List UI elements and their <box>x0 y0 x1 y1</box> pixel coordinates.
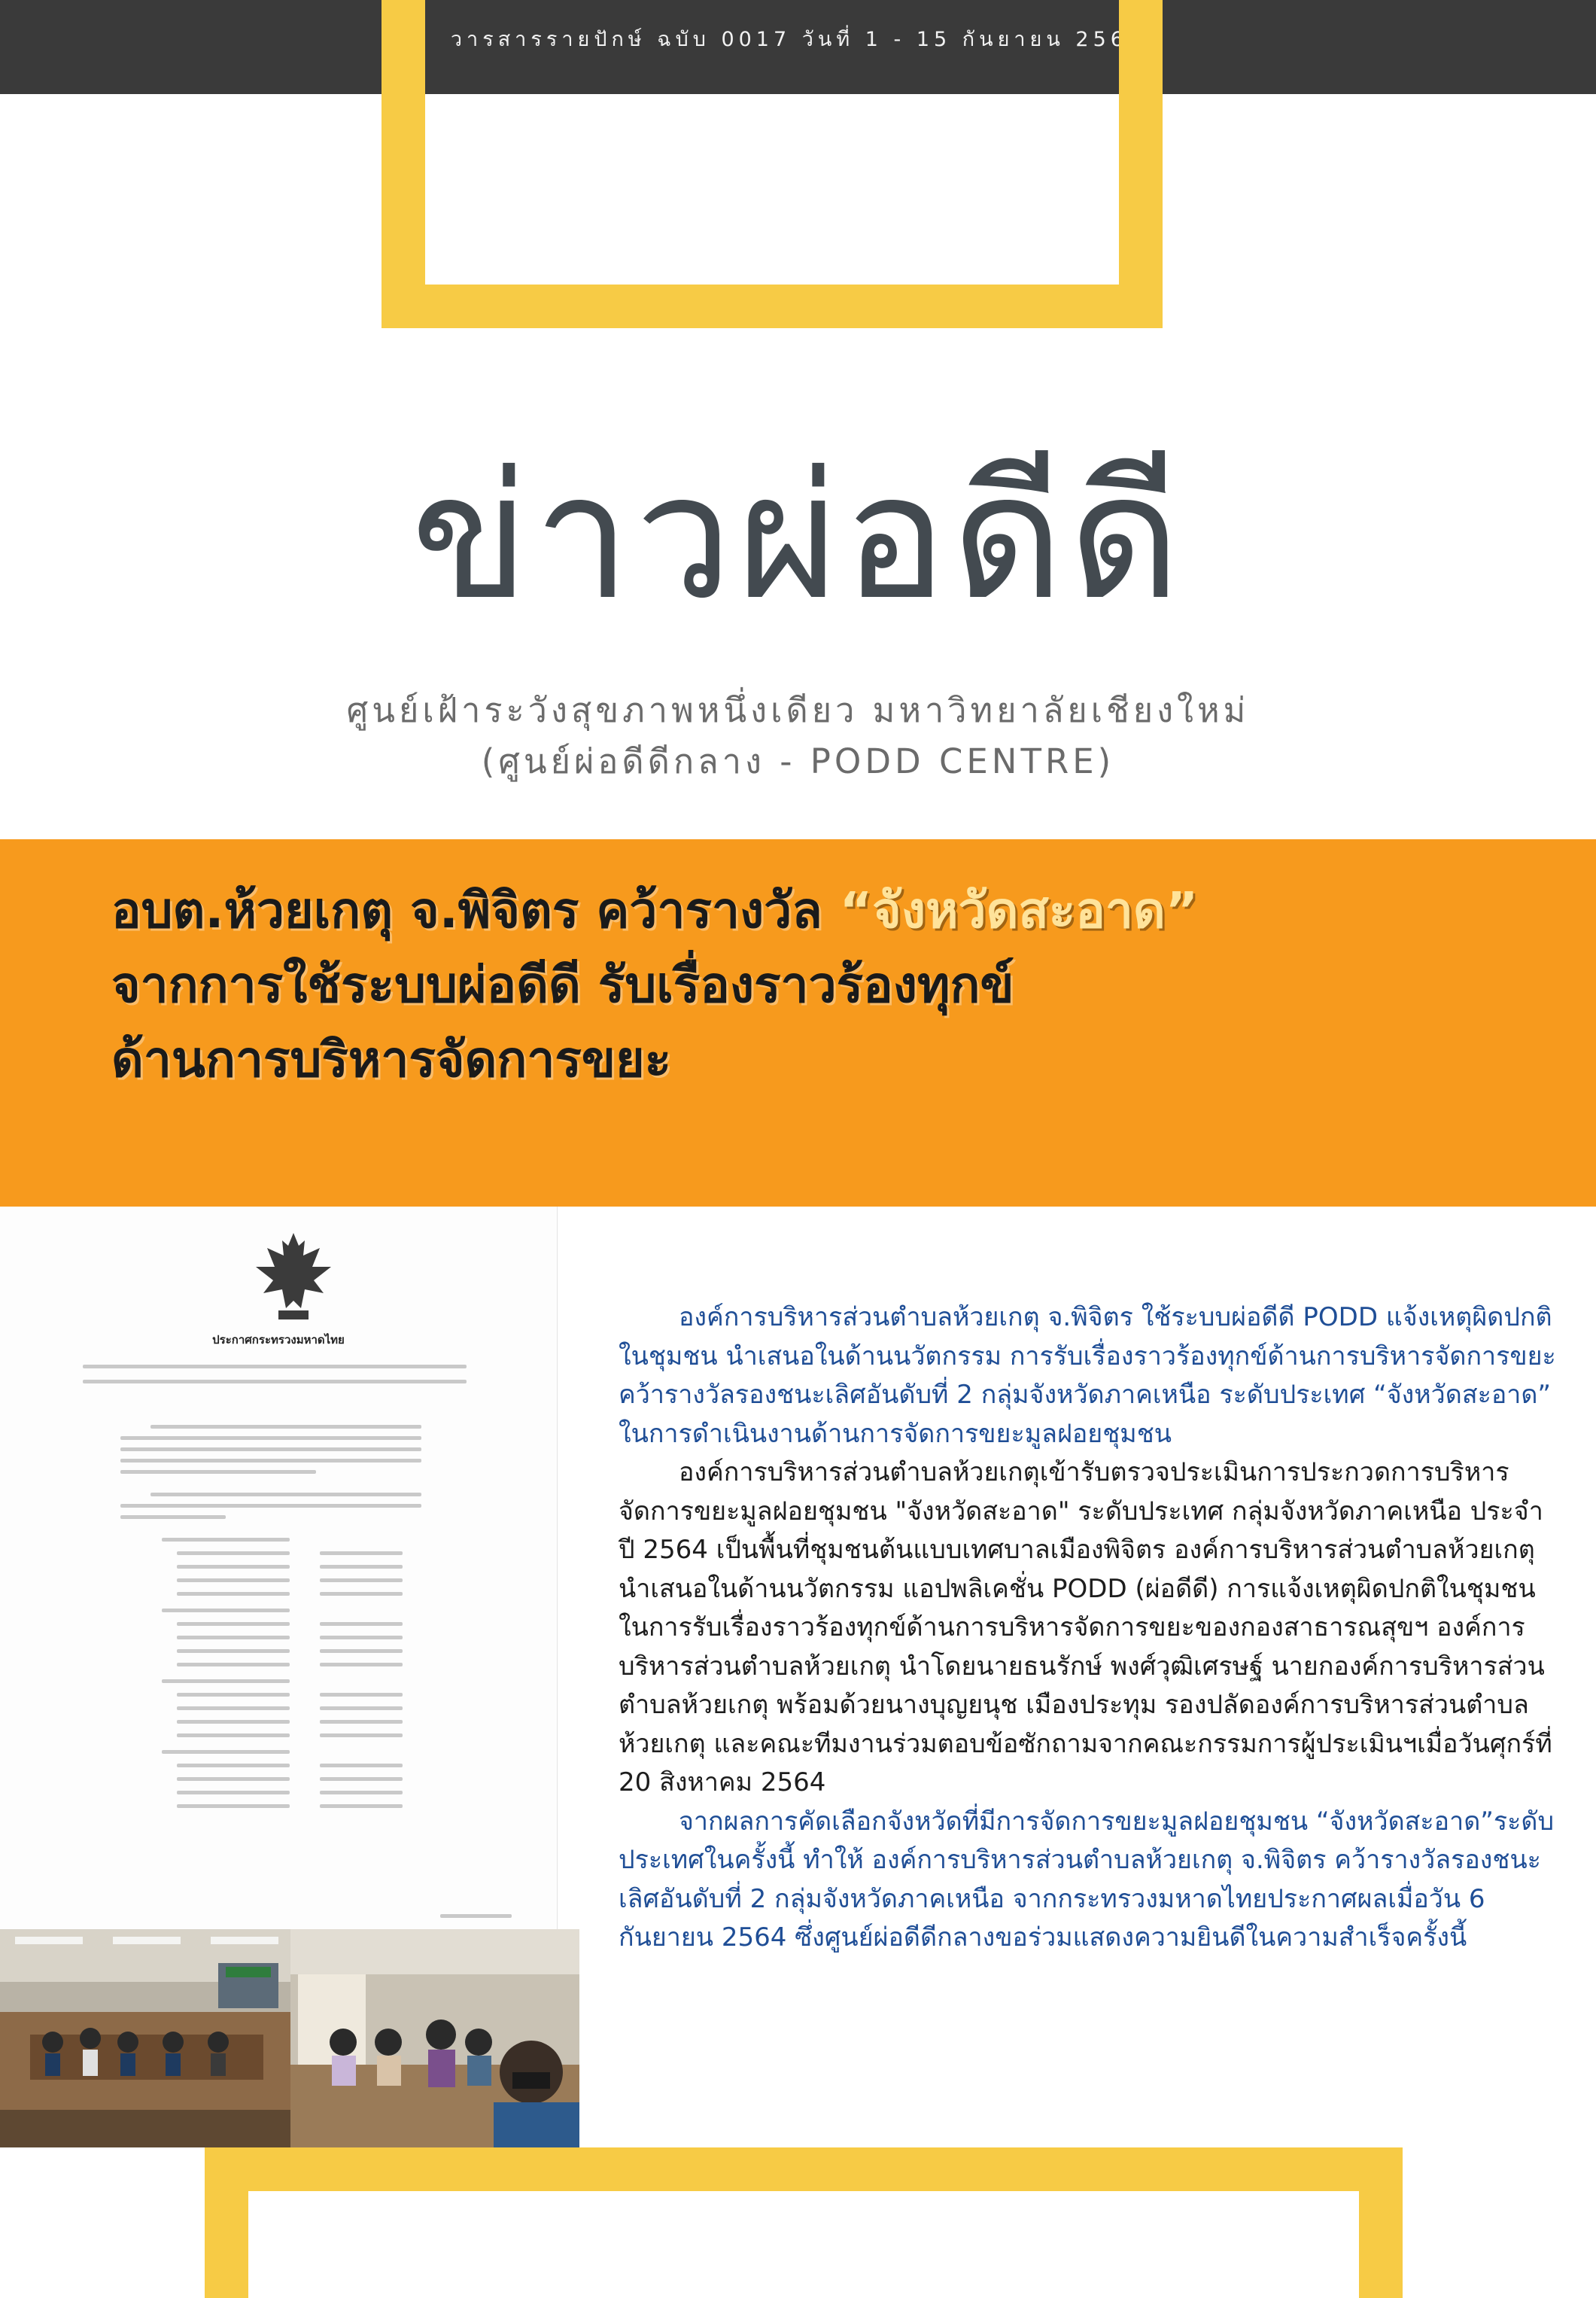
document-text-line <box>120 1459 421 1463</box>
document-image <box>0 1207 558 1929</box>
document-text-line <box>320 1663 403 1666</box>
meeting-photo-room <box>0 1929 290 2147</box>
article-paragraph-1: องค์การบริหารส่วนตำบลห้วยเกตุ จ.พิจิตร ใช้ระบบผ่อดีดี PODD แจ้งเหตุผิดปกติในชุมชน นำเสนอในด้านนวัตกรรม การรับเรื่องราวร้องทุกข์ด้านการบริหารจัดการขยะ คว้ารางวัลรองชนะเลิศอันดับที่ 2 กลุ่มจังหวัดภาคเหนือ ระดับประเทศ “จังหวัดสะอาด” ในการดำเนินงานด้านการจัดการขยะมูลฝอยชุมชน <box>619 1302 1556 1449</box>
document-text-line <box>177 1578 290 1582</box>
document-text-line <box>162 1538 290 1542</box>
document-text-line <box>83 1365 467 1368</box>
document-text-line <box>320 1565 403 1569</box>
yellow-frame-top <box>382 0 1163 328</box>
document-text-line <box>320 1706 403 1710</box>
document-text-line <box>177 1565 290 1569</box>
headline <box>111 873 1541 1097</box>
subtitle-line2: (ศูนย์ผ่อดีดีกลาง - PODD CENTRE) <box>481 741 1115 781</box>
document-text-line <box>83 1380 467 1383</box>
document-text-line <box>177 1791 290 1794</box>
document-text-line <box>320 1578 403 1582</box>
document-text-line <box>320 1622 403 1626</box>
document-text-line <box>162 1609 290 1612</box>
document-text-line <box>320 1804 403 1808</box>
document-text-line <box>320 1592 403 1596</box>
document-text-line <box>177 1649 290 1653</box>
document-text-line <box>320 1733 403 1737</box>
document-text-line <box>150 1425 421 1429</box>
document-text-line <box>320 1636 403 1639</box>
subtitle-line1: ศูนย์เฝ้าระวังสุขภาพหนึ่งเดียว มหาวิทยาลัยเชียงใหม่ <box>346 690 1250 730</box>
garuda-emblem-icon <box>252 1229 335 1327</box>
document-text-line <box>120 1515 226 1519</box>
document-text-line <box>177 1764 290 1767</box>
document-text-line <box>440 1914 512 1918</box>
document-text-line <box>162 1679 290 1683</box>
document-text-line <box>120 1436 421 1440</box>
document-text-line <box>177 1622 290 1626</box>
headline-line1-text: อบต.ห้วยเกตุ จ.พิจิตร คว้ารางวัล <box>111 881 840 939</box>
article-paragraph-2: องค์การบริหารส่วนตำบลห้วยเกตุเข้ารับตรวจประเมินการประกวดการบริหารจัดการขยะมูลฝอยชุมชน "จังหวัดสะอาด" ระดับประเทศ กลุ่มจังหวัดภาคเหนือ ประจำปี 2564 เป็นพื้นที่ชุมชนต้นแบบเทศบาลเมืองพิจิตร องค์การบริหารส่วนตำบลห้วยเกตุ นำเสนอในด้านนวัตกรรม แอปพลิเคชั่น PODD (ผ่อดีดี) การแจ้งเหตุผิดปกติในชุมชน ในการรับเรื่องราวร้องทุกข์ด้านการบริหารจัดการขยะของกองสาธารณสุขฯ องค์การบริหารส่วนตำบลห้วยเกตุ นำโดยนายธนรักษ์ พงศ์วุฒิเศรษฐ์ นายกองค์การบริหารส่วนตำบลห้วยเกตุ พร้อมด้วยนางบุญยนุช เมืองประทุม รองปลัดองค์การบริหารส่วนตำบลห้วยเกตุ และคณะทีมงานร่วมตอบข้อซักถามจากคณะกรรมการผู้ประเมินฯเมื่อวันศุกร์ที่ 20 สิงหาคม 2564 <box>619 1457 1552 1797</box>
document-text-line <box>177 1592 290 1596</box>
document-text-line <box>177 1706 290 1710</box>
headline-line2: จากการใช้ระบบผ่อดีดี รับเรื่องราวร้องทุกข์ <box>111 956 1014 1014</box>
document-text-line <box>177 1693 290 1697</box>
document-text-line <box>320 1777 403 1781</box>
headline-quote: “จังหวัดสะอาด” <box>839 881 1199 939</box>
document-text-line <box>177 1733 290 1737</box>
document-text-line <box>320 1764 403 1767</box>
document-text-line <box>162 1750 290 1754</box>
article-paragraph-3: จากผลการคัดเลือกจังหวัดที่มีการจัดการขยะมูลฝอยชุมชน “จังหวัดสะอาด”ระดับประเทศในครั้งนี้ ทำให้ องค์การบริหารส่วนตำบลห้วยเกตุ จ.พิจิตร คว้ารางวัลรองชนะเลิศอันดับที่ 2 กลุ่มจังหวัดภาคเหนือ จากกระทรวงมหาดไทยประกาศผลเมื่อวัน 6 กันยายน 2564 ซึ่งศูนย์ผ่อดีดีกลางขอร่วมแสดงความยินดีในความสำเร็จครั้งนี้ <box>619 1806 1555 1953</box>
document-text-line <box>320 1551 403 1555</box>
document-text-line <box>320 1720 403 1724</box>
issue-line: วารสารรายปักษ์ ฉบับ 0017 วันที่ 1 - 15 กันยายน 2564 <box>450 28 1146 51</box>
document-text-line <box>320 1791 403 1794</box>
document-text-line <box>150 1493 421 1496</box>
document-text-line <box>120 1447 421 1451</box>
document-text-line <box>177 1663 290 1666</box>
article-body <box>619 1298 1559 1958</box>
document-text-line <box>120 1470 316 1474</box>
masthead-title: ข่าวผ่อดีดี <box>410 437 1186 638</box>
document-title: ประกาศกระทรวงมหาดไทย <box>212 1333 345 1347</box>
headline-line1 <box>111 873 1541 948</box>
document-text-line <box>177 1720 290 1724</box>
document-text-line <box>177 1636 290 1639</box>
document-text-line <box>177 1804 290 1808</box>
document-text-line <box>320 1649 403 1653</box>
document-text-line <box>120 1504 421 1508</box>
document-text-line <box>320 1693 403 1697</box>
yellow-frame-bottom <box>205 2147 1403 2298</box>
document-text-line <box>177 1777 290 1781</box>
headline-line3: ด้านการบริหารจัดการขยะ <box>111 1030 672 1088</box>
masthead-subtitle <box>0 685 1596 787</box>
meeting-photo-selfie <box>290 1929 579 2147</box>
document-text-line <box>177 1551 290 1555</box>
